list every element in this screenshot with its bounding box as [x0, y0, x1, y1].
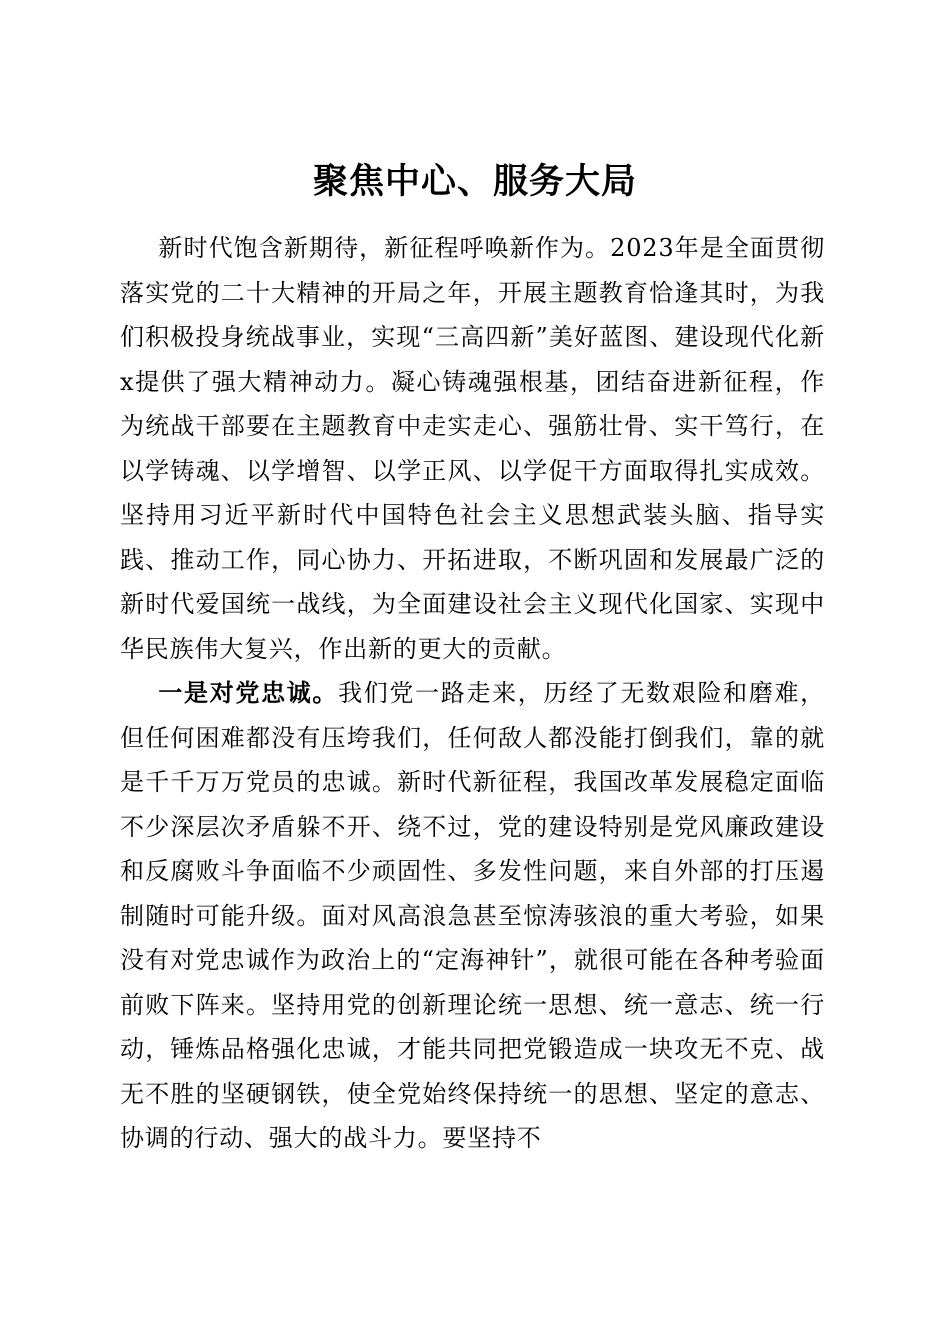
paragraph-text: 新时代饱含新期待，新征程呼唤新作为。2023年是全面贯彻落实党的二十大精神的开局之年，开展主题教育恰逢其时，为我们积极投身统战事业，实现“三高四新”美好蓝图、建设现代化新x提供了强大精神动力。凝心铸魂强根基，团结奋进新征程，作为统战干部要在主题教育中走实走心、强筋壮骨、实干笃行，在以学铸魂、以学增智、以学正风、以学促干方面取得扎实成效。坚持用习近平新时代中国特色社会主义思想武装头脑、指导实践、推动工作，同心协力、开拓进取，不断巩固和发展最广泛的新时代爱国统一战线，为全面建设社会主义现代化国家、实现中华民族伟大复兴，作出新的更大的贡献。 — [120, 234, 825, 663]
paragraph-lead-heading: 一是对党忠诚。 — [158, 678, 339, 707]
paragraph-intro — [120, 226, 825, 671]
document-body — [120, 226, 825, 1161]
paragraph-text: 我们党一路走来，历经了无数艰险和磨难，但任何困难都没有压垮我们，任何敌人都没能打倒我们，靠的就是千千万万党员的忠诚。新时代新征程，我国改革发展稳定面临不少深层次矛盾躲不开、绕不过，党的建设特别是党风廉政建设和反腐败斗争面临不少顽固性、多发性问题，来自外部的打压遏制随时可能升级。面对风高浪急甚至惊涛骇浪的重大考验，如果没有对党忠诚作为政治上的“定海神针”，就很可能在各种考验面前败下阵来。坚持用党的创新理论统一思想、统一意志、统一行动，锤炼品格强化忠诚，才能共同把党锻造成一块攻无不克、战无不胜的坚硬钢铁，使全党始终保持统一的思想、坚定的意志、协调的行动、强大的战斗力。要坚持不 — [120, 679, 825, 1152]
document-title: 聚焦中心、服务大局 — [312, 161, 637, 203]
paragraph-loyalty — [120, 671, 825, 1161]
